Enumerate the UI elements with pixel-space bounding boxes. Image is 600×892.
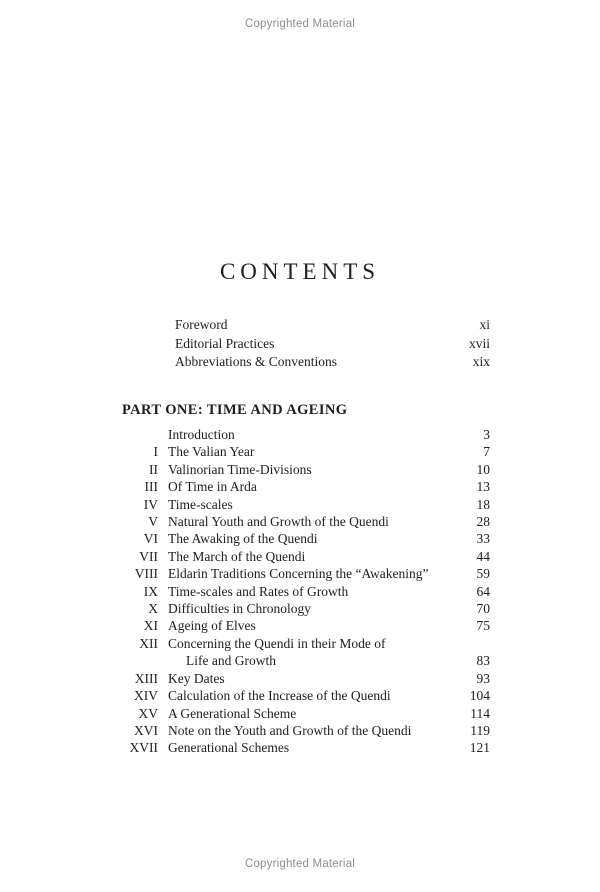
chapter-numeral: IX xyxy=(143,583,158,599)
entry-title: Generational Schemes xyxy=(168,740,290,756)
chapter-numeral: XVI xyxy=(134,722,158,738)
entry-page: 7 xyxy=(483,444,490,460)
entry-title: Note on the Youth and Growth of the Quendi xyxy=(168,722,412,738)
chapter-numeral: XIII xyxy=(134,670,158,686)
chapter-numeral: VI xyxy=(143,531,158,547)
toc-entry xyxy=(122,496,490,513)
entry-page: 33 xyxy=(476,531,490,547)
entry-title: The March of the Quendi xyxy=(168,548,306,564)
entry-page: 119 xyxy=(470,722,490,738)
chapter-numeral: XVII xyxy=(129,740,158,756)
toc-entry xyxy=(122,739,490,756)
entry-page: 13 xyxy=(476,479,490,495)
frontmatter-list xyxy=(122,316,490,372)
entry-page: 28 xyxy=(476,514,490,530)
entry-page: 104 xyxy=(469,688,490,704)
chapter-numeral: XII xyxy=(139,635,158,651)
frontmatter-entry xyxy=(122,316,490,335)
chapter-numeral: X xyxy=(148,601,158,617)
toc-entry xyxy=(122,513,490,530)
entry-page: 44 xyxy=(476,548,490,564)
chapter-numeral: VIII xyxy=(134,566,158,582)
toc-entry xyxy=(122,635,490,670)
toc-entry xyxy=(122,565,490,582)
entry-title: Abbreviations & Conventions xyxy=(175,354,337,370)
toc-entry xyxy=(122,443,490,460)
entry-title: Of Time in Arda xyxy=(168,479,257,495)
toc-entry xyxy=(122,617,490,634)
entry-page: xix xyxy=(472,354,490,370)
entry-title: Valinorian Time-Divisions xyxy=(168,461,312,477)
entry-title: Key Dates xyxy=(168,670,225,686)
frontmatter-entry xyxy=(122,353,490,372)
part-one-section xyxy=(122,402,490,757)
toc-entry xyxy=(122,461,490,478)
chapter-numeral: VII xyxy=(139,548,158,564)
toc-entry xyxy=(122,722,490,739)
toc-entry xyxy=(122,426,490,443)
toc-entry-list xyxy=(122,426,490,757)
entry-page: xi xyxy=(479,317,490,332)
toc-entry xyxy=(122,670,490,687)
entry-page: 93 xyxy=(476,670,490,686)
chapter-numeral: XV xyxy=(138,705,158,721)
toc-entry xyxy=(122,600,490,617)
toc-entry xyxy=(122,530,490,547)
chapter-numeral: XIV xyxy=(134,688,158,704)
entry-page: 114 xyxy=(470,705,490,721)
entry-page: 64 xyxy=(476,583,490,599)
entry-page: 59 xyxy=(476,566,490,582)
entry-title: Natural Youth and Growth of the Quendi xyxy=(168,514,389,530)
entry-title: Difficulties in Chronology xyxy=(168,601,311,617)
page-title: CONTENTS xyxy=(219,259,381,285)
entry-page: xvii xyxy=(468,335,490,351)
copyright-notice-top: Copyrighted Material xyxy=(244,18,356,30)
entry-title: Calculation of the Increase of the Quendi xyxy=(168,688,391,704)
entry-page: 83 xyxy=(476,653,490,669)
chapter-numeral: III xyxy=(144,479,158,495)
toc-entry xyxy=(122,705,490,722)
frontmatter-entry xyxy=(122,335,490,354)
chapter-numeral: V xyxy=(148,514,158,530)
chapter-numeral: IV xyxy=(143,496,158,512)
entry-page: 70 xyxy=(476,601,490,617)
entry-page: 3 xyxy=(483,427,490,442)
entry-title: Editorial Practices xyxy=(175,335,275,351)
entry-title: Eldarin Traditions Concerning the “Awakening” xyxy=(168,566,429,582)
chapter-numeral: I xyxy=(153,444,158,460)
part-heading: PART ONE: TIME AND AGEING xyxy=(122,402,348,418)
entry-title: Ageing of Elves xyxy=(168,618,256,634)
toc-entry xyxy=(122,583,490,600)
entry-title: Time-scales xyxy=(168,496,233,512)
toc-entry xyxy=(122,687,490,704)
toc-entry xyxy=(122,548,490,565)
entry-title: Foreword xyxy=(175,317,228,332)
entry-page: 75 xyxy=(476,618,490,634)
entry-page: 10 xyxy=(476,461,490,477)
entry-title: Concerning the Quendi in their Mode of Life and Growth xyxy=(158,635,460,670)
entry-title: Introduction xyxy=(168,427,235,442)
entry-page: 18 xyxy=(476,496,490,512)
toc-entry xyxy=(122,478,490,495)
entry-title-continued: Life and Growth xyxy=(186,653,276,669)
entry-page: 121 xyxy=(469,740,490,756)
entry-title: A Generational Scheme xyxy=(168,705,297,721)
copyright-notice-bottom: Copyrighted Material xyxy=(244,858,356,870)
chapter-numeral: II xyxy=(149,461,158,477)
entry-title: The Valian Year xyxy=(168,444,255,460)
entry-title: Time-scales and Rates of Growth xyxy=(168,583,349,599)
entry-title: The Awaking of the Quendi xyxy=(168,531,318,547)
chapter-numeral: XI xyxy=(143,618,158,634)
